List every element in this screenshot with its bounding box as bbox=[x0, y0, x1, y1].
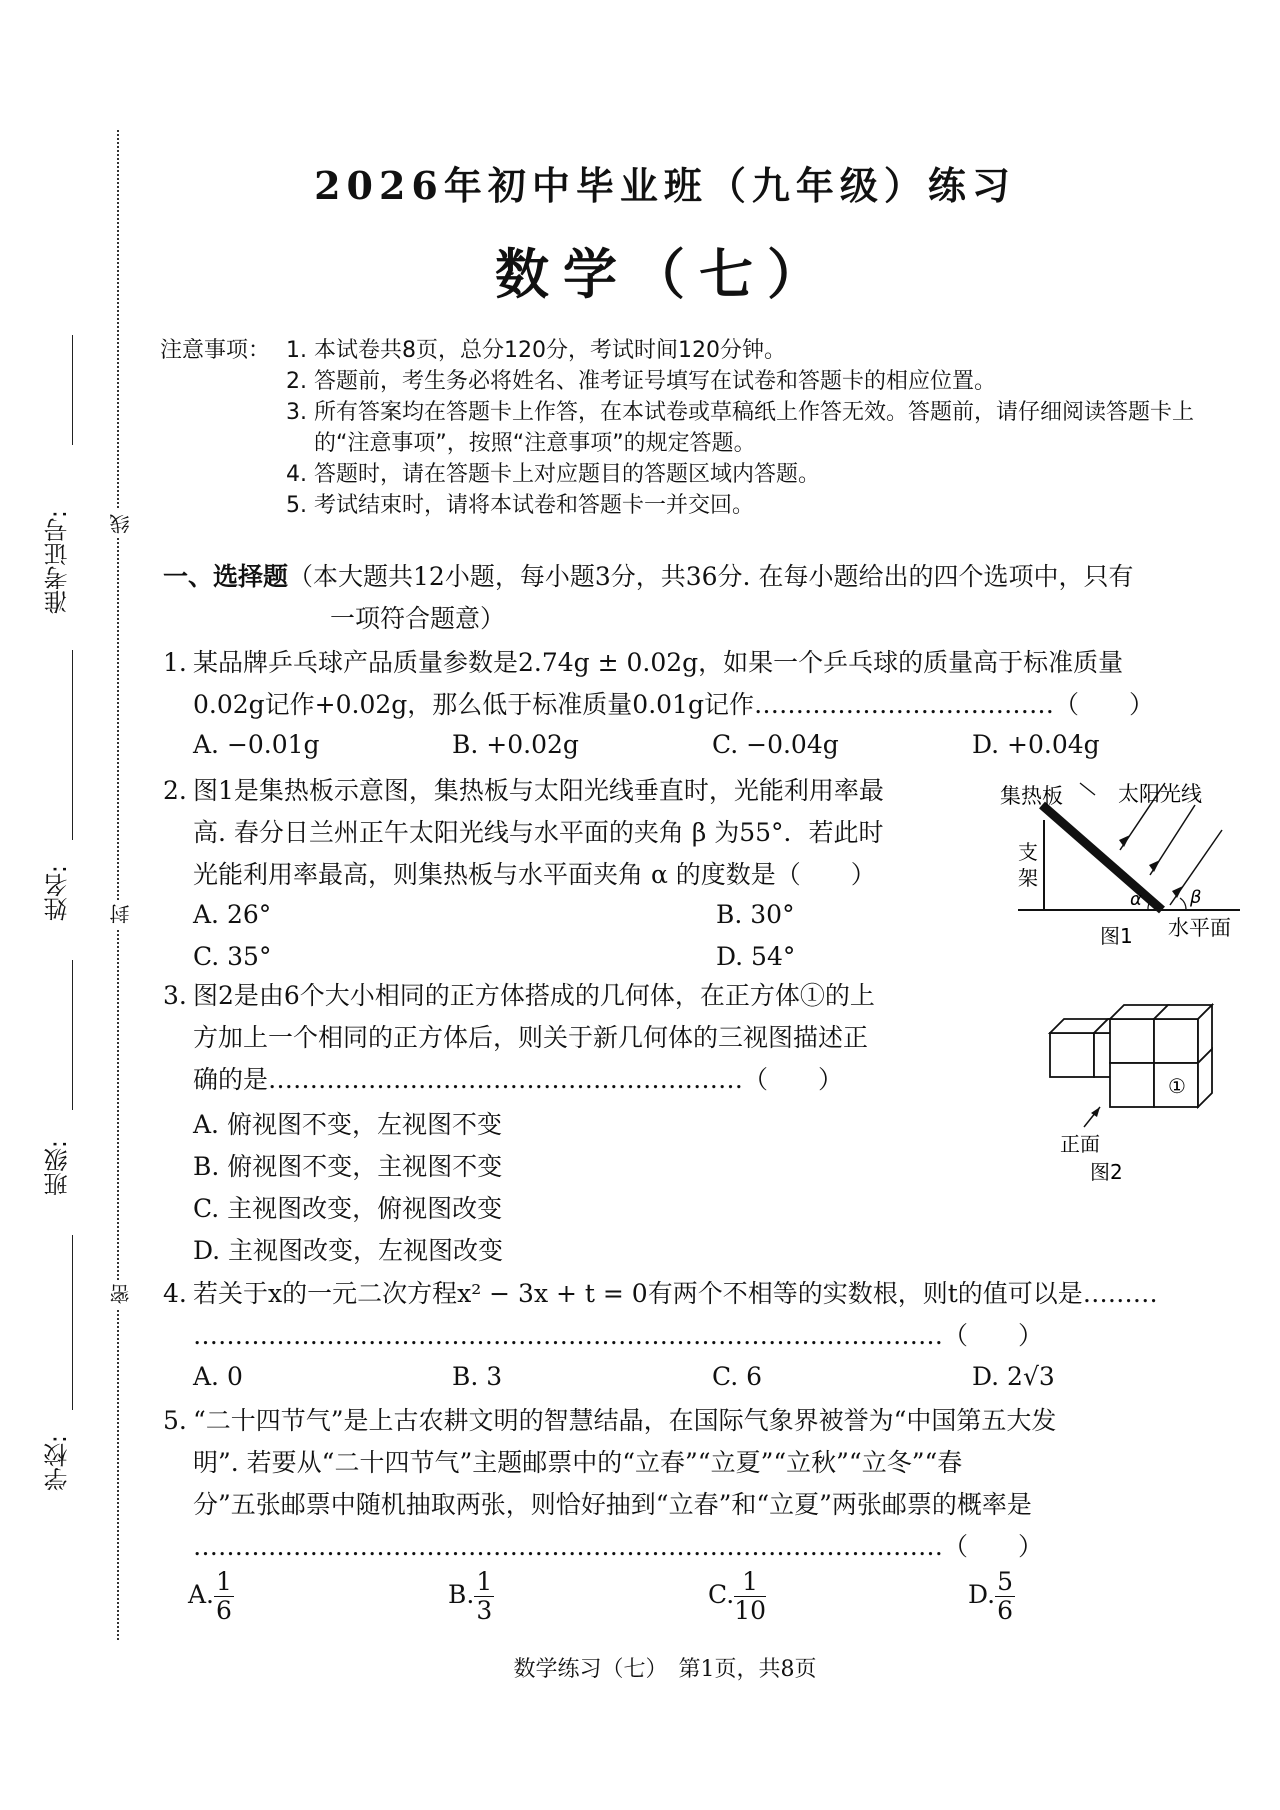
q3-option-d: D. 主视图改变，左视图改变 bbox=[193, 1236, 504, 1265]
note-item: 1. 本试卷共8页，总分120分，考试时间120分钟。 bbox=[286, 338, 786, 363]
q2-line: 光能利用率最高，则集热板与水平面夹角 α 的度数是（ ） bbox=[193, 860, 876, 889]
ground-label: 水平面 bbox=[1168, 916, 1231, 940]
cube-face bbox=[1110, 1063, 1154, 1107]
section-desc: （本大题共12小题，每小题3分，共36分. 在每小题给出的四个选项中，只有 bbox=[288, 562, 1134, 591]
q5-line: “二十四节气”是上古农耕文明的智慧结晶，在国际气象界被誉为“中国第五大发 bbox=[193, 1406, 1057, 1435]
fraction: $\frac{1}{3}$ bbox=[476, 1567, 493, 1625]
question-4: 4. 若关于x的一元二次方程x² − 3x + t = 0有两个不相等的实数根，则t的值可以是……… ………………………………………………………………………………（ ） bbox=[163, 1273, 1243, 1357]
beta-arc bbox=[1180, 898, 1186, 910]
seal-dotted-line bbox=[117, 130, 119, 1640]
q5-line: ………………………………………………………………………………（ ） bbox=[193, 1532, 1044, 1561]
school-blank-line bbox=[72, 1235, 73, 1410]
panel-label: 集热板 bbox=[1000, 784, 1063, 808]
q5-option-d: D. $\frac{5}{6}$ bbox=[968, 1567, 1014, 1625]
cube-one-mark: ① bbox=[1168, 1074, 1186, 1098]
q4-option-d: D. 2√3 bbox=[972, 1362, 1055, 1391]
note-item: 4. 答题时，请在答题卡上对应题目的答题区域内答题。 bbox=[286, 462, 821, 487]
exam-id-blank-line bbox=[72, 335, 73, 445]
note-item: 5. 考试结束时，请将本试卷和答题卡一并交回。 bbox=[286, 493, 755, 518]
q1-line: 某品牌乒乓球产品质量参数是2.74g ± 0.02g，如果一个乒乓球的质量高于标准质量 bbox=[193, 648, 1124, 677]
q1-option-b: B. +0.02g bbox=[452, 730, 579, 759]
question-5: 5. “二十四节气”是上古农耕文明的智慧结晶，在国际气象界被誉为“中国第五大发 明”. 若要从“二十四节气”主题邮票中的“立春”“立夏”“立秋”“立冬”“春 分”五张邮票中随机抽取两张，则恰好抽到“立春”和“立夏”两张邮票的概率是 ………………………………………………………………………………（ ） bbox=[163, 1400, 1243, 1568]
page-footer: 数学练习（七） 第1页，共8页 bbox=[513, 1657, 817, 1682]
note-item: 3. 所有答案均在答题卡上作答，在本试卷或草稿纸上作答无效。答题前，请仔细阅读答题卡上的“注意事项”，按照“注意事项”的规定答题。 bbox=[286, 400, 1195, 456]
class-blank-line bbox=[72, 960, 73, 1110]
q2-option-d: D. 54° bbox=[716, 942, 796, 971]
q2-line: 图1是集热板示意图，集热板与太阳光线垂直时，光能利用率最 bbox=[193, 776, 884, 805]
q5-option-b: B. $\frac{1}{3}$ bbox=[448, 1567, 493, 1625]
support-label-top: 支 bbox=[1018, 840, 1038, 864]
q2-line: 高. 春分日兰州正午太阳光线与水平面的夹角 β 为55°．若此时 bbox=[193, 818, 884, 847]
q2-option-b: B. 30° bbox=[716, 900, 795, 929]
seal-char-feng: 封 bbox=[106, 900, 135, 928]
name-blank-line bbox=[72, 650, 73, 840]
q5-option-c: C. $\frac{1}{10}$ bbox=[708, 1567, 766, 1625]
q3-line: 方加上一个相同的正方体后，则关于新几何体的三视图描述正 bbox=[193, 1023, 869, 1052]
q5-line: 明”. 若要从“二十四节气”主题邮票中的“立春”“立夏”“立秋”“立冬”“春 bbox=[193, 1448, 963, 1477]
section-heading bbox=[163, 556, 1243, 598]
arrow-icon bbox=[1119, 835, 1130, 847]
figure-1-solar-panel bbox=[1000, 775, 1250, 950]
figure-2-caption: 图2 bbox=[1090, 1160, 1123, 1184]
q2-option-a: A. 26° bbox=[193, 900, 272, 929]
figure-1-caption: 图1 bbox=[1100, 924, 1133, 948]
cube-face bbox=[1050, 1033, 1094, 1077]
cube-face-back bbox=[1154, 1019, 1198, 1063]
q1-option-d: D. +0.04g bbox=[972, 730, 1100, 759]
cube-face-back bbox=[1110, 1019, 1154, 1063]
seal-char-mi: 密 bbox=[106, 1280, 135, 1308]
q2-option-c: C. 35° bbox=[193, 942, 272, 971]
alpha-label: α bbox=[1130, 889, 1142, 910]
q5-option-a: A. $\frac{1}{6}$ bbox=[188, 1567, 232, 1625]
q4-line: 若关于x的一元二次方程x² − 3x + t = 0有两个不相等的实数根，则t的值可以是……… bbox=[193, 1279, 1158, 1308]
q3-option-c: C. 主视图改变，俯视图改变 bbox=[193, 1194, 503, 1223]
exam-id-label: 准考证号: bbox=[44, 510, 72, 615]
q4-option-c: C. 6 bbox=[712, 1362, 763, 1391]
note-item: 2. 答题前，考生务必将姓名、准考证号填写在试卷和答题卡的相应位置。 bbox=[286, 369, 997, 394]
support-label-bottom: 架 bbox=[1018, 866, 1038, 890]
q4-line: ………………………………………………………………………………（ ） bbox=[193, 1321, 1044, 1350]
q3-line: 确的是…………………………………………………（ ） bbox=[193, 1065, 844, 1094]
school-label: 学校: bbox=[44, 1435, 72, 1492]
exam-subtitle: 数学（七） bbox=[495, 242, 835, 306]
notes-label: 注意事项： bbox=[160, 338, 271, 363]
question-3: 3. 图2是由6个大小相同的正方体搭成的几何体，在正方体①的上 方加上一个相同的正方体后，则关于新几何体的三视图描述正 确的是…………………………………………………（ ） bbox=[163, 975, 993, 1101]
fraction: $\frac{5}{6}$ bbox=[997, 1567, 1014, 1625]
light-label: 太阳光线 bbox=[1118, 782, 1202, 806]
name-label: 姓名: bbox=[44, 865, 72, 922]
section-title: 一、选择题 bbox=[163, 562, 289, 591]
panel-label-leader bbox=[1080, 783, 1095, 795]
q3-option-b: B. 俯视图不变，主视图不变 bbox=[193, 1152, 503, 1181]
arrow-icon bbox=[1149, 860, 1160, 872]
beta-label: β bbox=[1190, 887, 1202, 908]
class-label: 班级: bbox=[44, 1140, 72, 1197]
fraction: $\frac{1}{10}$ bbox=[734, 1567, 766, 1625]
notes-block bbox=[160, 335, 1240, 521]
question-1: 1. 某品牌乒乓球产品质量参数是2.74g ± 0.02g，如果一个乒乓球的质量高于标准质量 0.02g记作+0.02g，那么低于标准质量0.01g记作………………………………（ ） bbox=[163, 642, 1243, 726]
question-2: 2. 图1是集热板示意图，集热板与太阳光线垂直时，光能利用率最 高. 春分日兰州正午太阳光线与水平面的夹角 β 为55°．若此时 光能利用率最高，则集热板与水平面夹角 α 的度数是（ ） bbox=[163, 770, 993, 896]
q1-option-c: C. −0.04g bbox=[712, 730, 839, 759]
section-desc-cont: 一项符合题意） bbox=[330, 604, 506, 633]
q4-option-a: A. 0 bbox=[193, 1362, 243, 1391]
q1-option-a: A. −0.01g bbox=[193, 730, 320, 759]
figure-2-cubes bbox=[1040, 985, 1240, 1185]
q3-line: 图2是由6个大小相同的正方体搭成的几何体，在正方体①的上 bbox=[193, 981, 875, 1010]
q1-line: 0.02g记作+0.02g，那么低于标准质量0.01g记作………………………………（ ） bbox=[193, 690, 1154, 719]
q5-line: 分”五张邮票中随机抽取两张，则恰好抽到“立春”和“立夏”两张邮票的概率是 bbox=[193, 1490, 1032, 1519]
front-label: 正面 bbox=[1060, 1132, 1100, 1156]
seal-char-line: 线 bbox=[106, 510, 135, 538]
arrow-icon bbox=[1172, 886, 1183, 898]
collector-panel bbox=[1042, 805, 1162, 910]
exam-title: 2026年初中毕业班（九年级）练习 bbox=[314, 163, 1016, 208]
fraction: $\frac{1}{6}$ bbox=[216, 1567, 232, 1625]
q3-option-a: A. 俯视图不变，左视图不变 bbox=[193, 1110, 502, 1139]
q4-option-b: B. 3 bbox=[452, 1362, 503, 1391]
